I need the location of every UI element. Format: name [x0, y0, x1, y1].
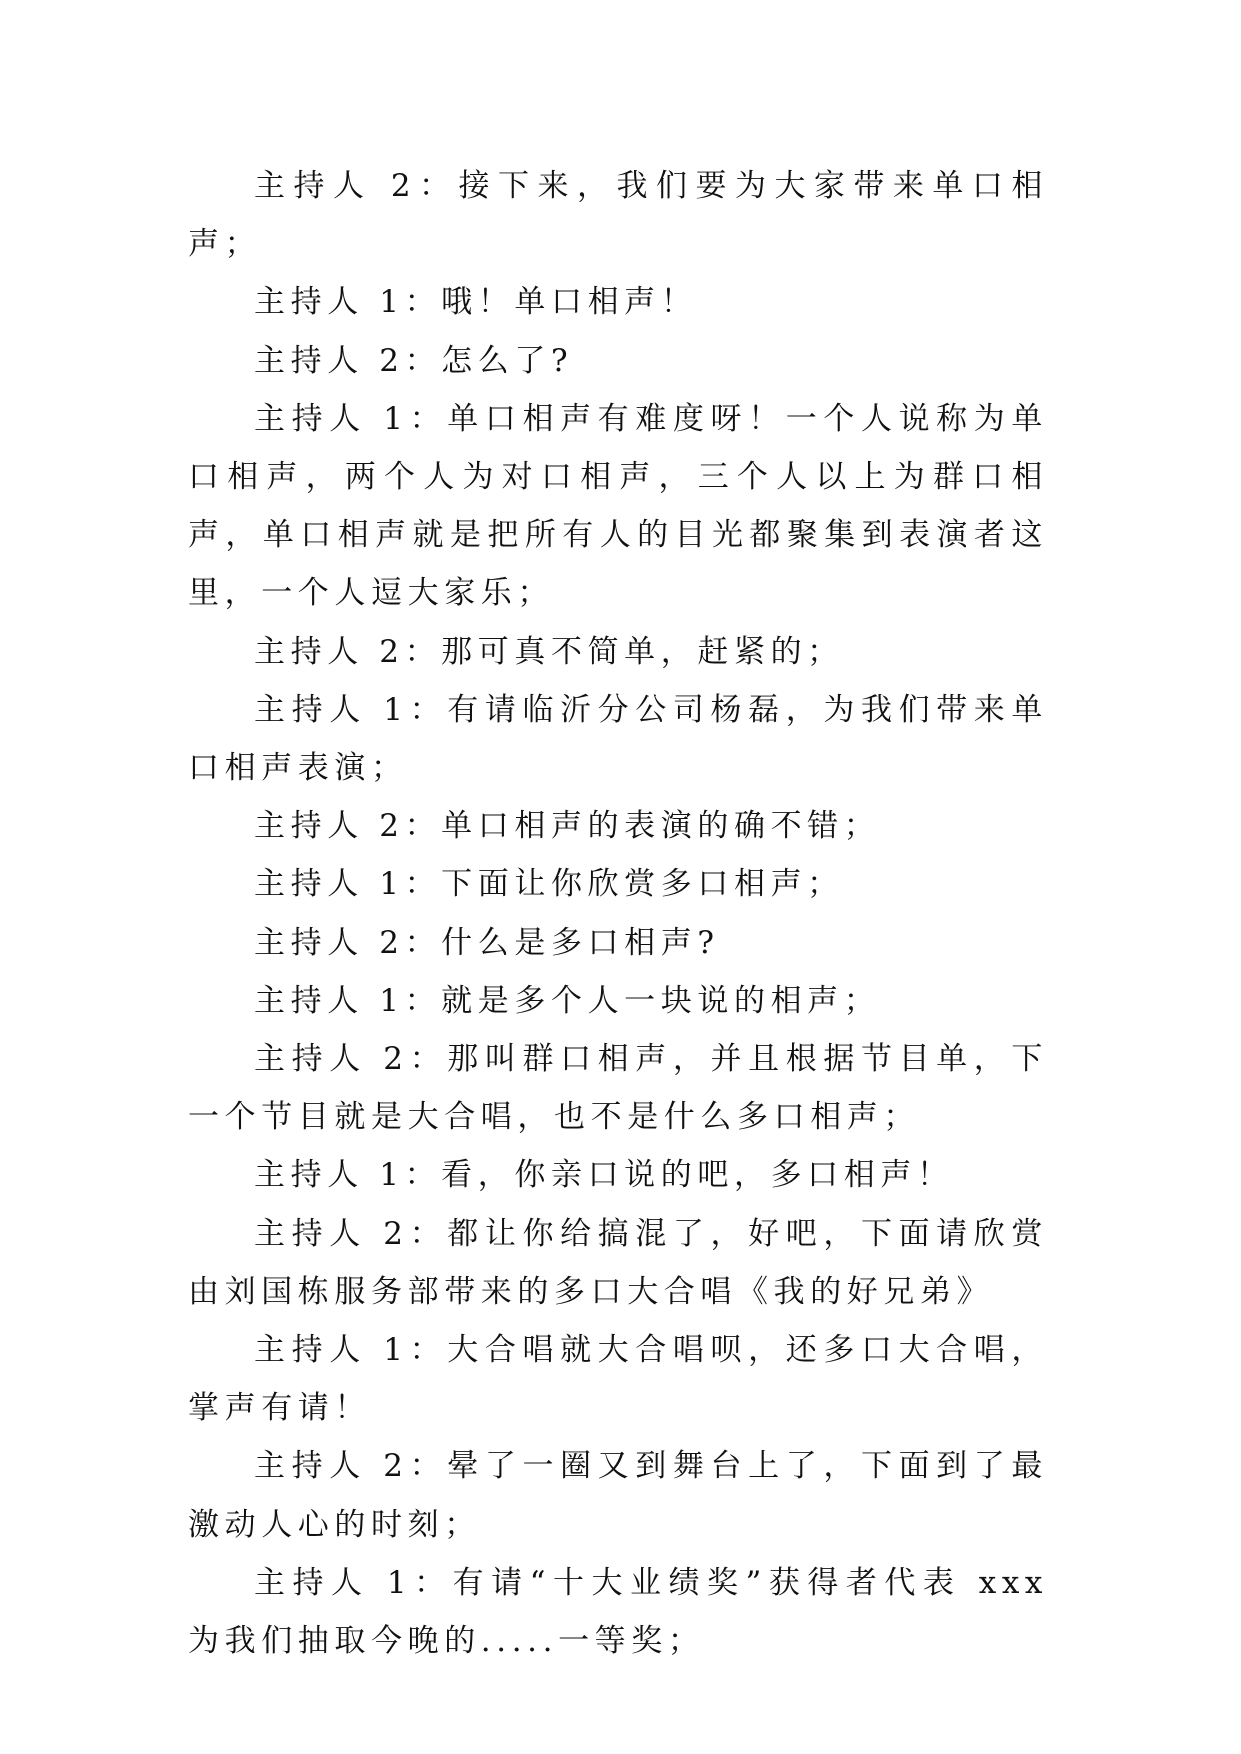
paragraph: 主持人 2：什么是多口相声? — [254, 924, 720, 961]
document-body — [188, 157, 1048, 1670]
paragraph: 主持人 2：接下来，我们要为大家带来单口相声； — [188, 168, 1048, 263]
paragraph: 主持人 2：怎么了? — [254, 342, 574, 379]
paragraph: 主持人 1：大合唱就大合唱呗，还多口大合唱，掌声有请！ — [188, 1332, 1048, 1427]
paragraph: 主持人 1：下面让你欣赏多口相声； — [254, 866, 844, 903]
paragraph: 主持人 2：都让你给搞混了，好吧，下面请欣赏由刘国栋服务部带来的多口大合唱《我的好兄弟》 — [188, 1215, 1048, 1310]
paragraph: 主持人 1：哦！单口相声！ — [254, 284, 698, 321]
paragraph: 主持人 1：看，你亲口说的吧，多口相声！ — [254, 1157, 954, 1194]
paragraph: 主持人 2：那叫群口相声，并且根据节目单，下一个节目就是大合唱，也不是什么多口相声； — [188, 1041, 1048, 1136]
paragraph: 主持人 2：晕了一圈又到舞台上了，下面到了最激动人心的时刻； — [188, 1448, 1048, 1543]
paragraph: 主持人 2：那可真不简单，赶紧的； — [254, 633, 844, 670]
paragraph: 主持人 1：就是多个人一块说的相声； — [254, 982, 881, 1019]
paragraph: 主持人 1：有请“十大业绩奖”获得者代表 xxx 为我们抽取今晚的.....一等奖； — [188, 1564, 1048, 1660]
paragraph: 主持人 2：单口相声的表演的确不错； — [254, 808, 881, 845]
paragraph: 主持人 1：有请临沂分公司杨磊，为我们带来单口相声表演； — [188, 691, 1048, 787]
paragraph: 主持人 1：单口相声有难度呀！一个人说称为单口相声，两个人为对口相声，三个人以上为群口相声，单口相声就是把所有人的目光都聚集到表演者这里，一个人逗大家乐； — [188, 400, 1048, 612]
